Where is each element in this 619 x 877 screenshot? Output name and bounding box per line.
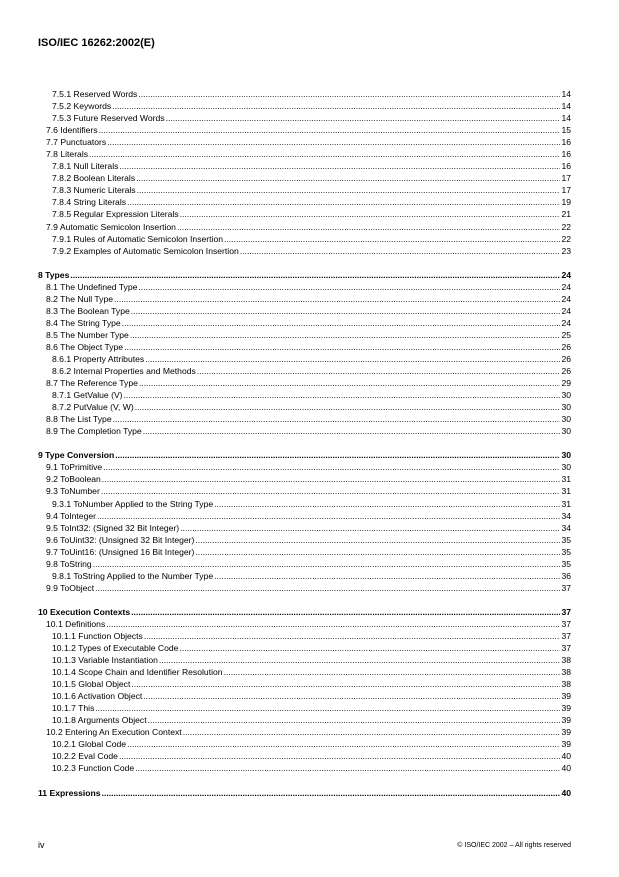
toc-entry[interactable] bbox=[38, 136, 571, 148]
toc-entry-title: 10.1.5 Global Object bbox=[52, 679, 131, 690]
toc-entry-page: 39 bbox=[561, 715, 571, 726]
toc-entry-page: 26 bbox=[561, 353, 571, 364]
toc-entry[interactable] bbox=[38, 690, 571, 702]
toc-leader-dots bbox=[119, 750, 561, 762]
toc-entry-page: 37 bbox=[561, 606, 571, 617]
toc-entry-title: 7.6 Identifiers bbox=[46, 125, 98, 136]
toc-entry[interactable] bbox=[38, 498, 571, 510]
toc-entry-page: 40 bbox=[561, 787, 571, 798]
toc-leader-dots bbox=[114, 293, 560, 305]
toc-leader-dots bbox=[93, 558, 561, 570]
toc-entry-title: 10.1.2 Types of Executable Code bbox=[52, 643, 179, 654]
toc-entry[interactable] bbox=[38, 750, 571, 762]
toc-leader-dots bbox=[89, 148, 560, 160]
toc-entry-title: 8.7 The Reference Type bbox=[46, 378, 138, 389]
toc-leader-dots bbox=[180, 208, 561, 220]
toc-entry[interactable] bbox=[38, 630, 571, 642]
toc-entry-page: 22 bbox=[561, 233, 571, 244]
toc-entry[interactable] bbox=[38, 184, 571, 196]
footer-copyright: © ISO/IEC 2002 – All rights reserved bbox=[457, 842, 571, 849]
toc-entry-page: 30 bbox=[561, 450, 571, 461]
toc-entry-title: 8.6 The Object Type bbox=[46, 341, 124, 352]
toc-leader-dots bbox=[131, 678, 560, 690]
toc-entry-page: 34 bbox=[561, 522, 571, 533]
toc-entry-page: 35 bbox=[561, 558, 571, 569]
toc-leader-dots bbox=[144, 630, 561, 642]
toc-entry-page: 38 bbox=[561, 679, 571, 690]
toc-entry[interactable] bbox=[38, 172, 571, 184]
toc-entry[interactable] bbox=[38, 88, 571, 100]
toc-entry-page: 16 bbox=[561, 149, 571, 160]
toc-entry-title: 8.3 The Boolean Type bbox=[46, 305, 130, 316]
toc-leader-dots bbox=[130, 329, 561, 341]
footer-page-number: iv bbox=[38, 840, 45, 850]
toc-leader-dots bbox=[131, 305, 561, 317]
toc-leader-dots bbox=[122, 317, 561, 329]
toc-entry-page: 21 bbox=[561, 209, 571, 220]
toc-leader-dots bbox=[166, 112, 561, 124]
toc-entry[interactable] bbox=[38, 666, 571, 678]
toc-entry-title: 7.9 Automatic Semicolon Insertion bbox=[46, 221, 176, 232]
toc-chapter-entry[interactable] bbox=[38, 787, 571, 799]
toc-leader-dots bbox=[214, 570, 560, 582]
toc-entry[interactable] bbox=[38, 558, 571, 570]
toc-entry-page: 30 bbox=[561, 402, 571, 413]
toc-entry-page: 22 bbox=[561, 221, 571, 232]
toc-entry-page: 35 bbox=[561, 546, 571, 557]
toc-entry-page: 39 bbox=[561, 727, 571, 738]
toc-leader-dots bbox=[136, 172, 560, 184]
toc-entry-title: 10.2.3 Function Code bbox=[52, 763, 135, 774]
toc-entry-page: 31 bbox=[561, 474, 571, 485]
toc-entry-title: 7.8 Literals bbox=[46, 149, 89, 160]
toc-leader-dots bbox=[124, 341, 560, 353]
toc-entry[interactable] bbox=[38, 389, 571, 401]
toc-leader-dots bbox=[127, 738, 560, 750]
toc-entry[interactable] bbox=[38, 473, 571, 485]
toc-entry-title: 9.2 ToBoolean bbox=[46, 474, 101, 485]
toc-leader-dots bbox=[159, 654, 561, 666]
toc-entry-page: 40 bbox=[561, 763, 571, 774]
toc-leader-dots bbox=[197, 365, 561, 377]
toc-leader-dots bbox=[195, 546, 560, 558]
toc-entry-page: 24 bbox=[561, 269, 571, 280]
table-of-contents bbox=[38, 88, 571, 799]
toc-entry[interactable] bbox=[38, 245, 571, 257]
toc-entry-page: 24 bbox=[561, 317, 571, 328]
toc-entry-page: 26 bbox=[561, 341, 571, 352]
toc-entry-title: 9.3.1 ToNumber Applied to the String Type bbox=[52, 498, 214, 509]
toc-entry[interactable] bbox=[38, 413, 571, 425]
toc-section-gap bbox=[38, 437, 571, 449]
toc-entry-title: 7.5.1 Reserved Words bbox=[52, 89, 138, 99]
toc-entry[interactable] bbox=[38, 233, 571, 245]
toc-leader-dots bbox=[138, 88, 560, 100]
toc-entry-title: 10.2 Entering An Execution Context bbox=[46, 727, 182, 738]
toc-entry[interactable] bbox=[38, 401, 571, 413]
toc-entry-title: 7.8.5 Regular Expression Literals bbox=[52, 209, 179, 220]
toc-section-gap bbox=[38, 594, 571, 606]
toc-entry[interactable] bbox=[38, 726, 571, 738]
toc-entry-page: 37 bbox=[561, 618, 571, 629]
toc-leader-dots bbox=[148, 714, 561, 726]
toc-entry-title: 9.8.1 ToString Applied to the Number Type bbox=[52, 570, 214, 581]
toc-leader-dots bbox=[115, 449, 560, 461]
toc-entry-title: 10 Execution Contexts bbox=[38, 606, 131, 617]
toc-entry[interactable] bbox=[38, 522, 571, 534]
toc-leader-dots bbox=[103, 461, 560, 473]
toc-leader-dots bbox=[143, 425, 561, 437]
toc-entry[interactable] bbox=[38, 582, 571, 594]
toc-entry-title: 7.8.3 Numeric Literals bbox=[52, 185, 136, 196]
toc-leader-dots bbox=[107, 136, 560, 148]
toc-entry[interactable] bbox=[38, 738, 571, 750]
toc-leader-dots bbox=[124, 389, 561, 401]
toc-section-gap bbox=[38, 775, 571, 787]
toc-leader-dots bbox=[113, 413, 561, 425]
toc-entry[interactable] bbox=[38, 618, 571, 630]
toc-entry[interactable] bbox=[38, 100, 571, 112]
toc-entry-page: 29 bbox=[561, 378, 571, 389]
toc-entry-page: 37 bbox=[561, 643, 571, 654]
toc-entry-page: 25 bbox=[561, 329, 571, 340]
toc-entry[interactable] bbox=[38, 534, 571, 546]
toc-entry[interactable] bbox=[38, 305, 571, 317]
toc-entry-title: 8 Types bbox=[38, 269, 70, 280]
toc-leader-dots bbox=[135, 401, 561, 413]
toc-leader-dots bbox=[139, 377, 561, 389]
toc-leader-dots bbox=[95, 702, 560, 714]
toc-entry[interactable] bbox=[38, 702, 571, 714]
toc-entry-title: 9.8 ToString bbox=[46, 558, 92, 569]
toc-chapter-entry[interactable] bbox=[38, 269, 571, 281]
toc-entry[interactable] bbox=[38, 112, 571, 124]
toc-leader-dots bbox=[179, 642, 560, 654]
toc-leader-dots bbox=[95, 582, 560, 594]
toc-leader-dots bbox=[112, 100, 560, 112]
toc-entry-page: 39 bbox=[561, 691, 571, 702]
toc-entry[interactable] bbox=[38, 221, 571, 233]
toc-entry-page: 17 bbox=[561, 173, 571, 184]
toc-section-gap bbox=[38, 257, 571, 269]
toc-entry-page: 24 bbox=[561, 305, 571, 316]
toc-entry-title: 9.7 ToUint16: (Unsigned 16 Bit Integer) bbox=[46, 546, 195, 557]
toc-entry-page: 36 bbox=[561, 570, 571, 581]
toc-entry-title: 10.1.3 Variable Instantiation bbox=[52, 655, 158, 666]
toc-leader-dots bbox=[145, 353, 560, 365]
toc-entry[interactable] bbox=[38, 341, 571, 353]
toc-entry-page: 16 bbox=[561, 137, 571, 148]
toc-entry-page: 37 bbox=[561, 582, 571, 593]
toc-entry-page: 14 bbox=[561, 113, 571, 124]
toc-entry-title: 8.7.1 GetValue (V) bbox=[52, 390, 123, 401]
toc-entry-title: 9.9 ToObject bbox=[46, 582, 95, 593]
toc-entry-page: 31 bbox=[561, 486, 571, 497]
toc-entry[interactable] bbox=[38, 461, 571, 473]
toc-entry-title: 7.8.2 Boolean Literals bbox=[52, 173, 136, 184]
toc-leader-dots bbox=[240, 245, 561, 257]
toc-entry-title: 9.6 ToUint32: (Unsigned 32 Bit Integer) bbox=[46, 534, 195, 545]
toc-entry-page: 35 bbox=[561, 534, 571, 545]
toc-entry-title: 8.6.1 Property Attributes bbox=[52, 353, 145, 364]
toc-entry[interactable] bbox=[38, 124, 571, 136]
toc-leader-dots bbox=[127, 196, 560, 208]
document-header: ISO/IEC 16262:2002(E) bbox=[38, 37, 155, 49]
toc-entry-page: 24 bbox=[561, 281, 571, 292]
toc-entry-title: 7.5.2 Keywords bbox=[52, 101, 112, 112]
toc-entry[interactable] bbox=[38, 196, 571, 208]
toc-entry-title: 9.4 ToInteger bbox=[46, 510, 97, 521]
toc-entry[interactable] bbox=[38, 148, 571, 160]
toc-entry-title: 10.1.7 This bbox=[52, 703, 95, 714]
toc-entry-title: 8.5 The Number Type bbox=[46, 329, 129, 340]
toc-entry[interactable] bbox=[38, 485, 571, 497]
toc-entry-title: 8.4 The String Type bbox=[46, 317, 121, 328]
toc-entry-page: 24 bbox=[561, 293, 571, 304]
toc-entry[interactable] bbox=[38, 762, 571, 774]
toc-entry-page: 15 bbox=[561, 125, 571, 136]
toc-entry-page: 26 bbox=[561, 366, 571, 377]
toc-entry-title: 8.1 The Undefined Type bbox=[46, 281, 138, 292]
toc-leader-dots bbox=[97, 510, 560, 522]
toc-entry-title: 10.1.8 Arguments Object bbox=[52, 715, 147, 726]
toc-entry-title: 7.8.4 String Literals bbox=[52, 197, 127, 208]
toc-leader-dots bbox=[106, 618, 560, 630]
toc-entry-page: 39 bbox=[561, 703, 571, 714]
toc-leader-dots bbox=[180, 522, 560, 534]
toc-entry[interactable] bbox=[38, 570, 571, 582]
toc-entry-title: 7.9.1 Rules of Automatic Semicolon Insertion bbox=[52, 233, 224, 244]
toc-entry-title: 7.7 Punctuators bbox=[46, 137, 107, 148]
toc-entry[interactable] bbox=[38, 642, 571, 654]
toc-leader-dots bbox=[224, 666, 561, 678]
toc-entry-title: 8.8 The List Type bbox=[46, 414, 112, 425]
toc-entry[interactable] bbox=[38, 425, 571, 437]
toc-entry[interactable] bbox=[38, 353, 571, 365]
toc-entry[interactable] bbox=[38, 160, 571, 172]
toc-leader-dots bbox=[131, 606, 560, 618]
toc-entry-title: 7.8.1 Null Literals bbox=[52, 161, 119, 172]
toc-entry-title: 8.9 The Completion Type bbox=[46, 426, 142, 437]
toc-entry-page: 14 bbox=[561, 101, 571, 112]
toc-entry-title: 7.5.3 Future Reserved Words bbox=[52, 113, 165, 124]
toc-entry[interactable] bbox=[38, 365, 571, 377]
toc-leader-dots bbox=[177, 221, 561, 233]
toc-entry-title: 10.1 Definitions bbox=[46, 618, 106, 629]
toc-entry-page: 38 bbox=[561, 667, 571, 678]
toc-leader-dots bbox=[102, 473, 561, 485]
toc-entry[interactable] bbox=[38, 329, 571, 341]
toc-entry-title: 9.5 ToInt32: (Signed 32 Bit Integer) bbox=[46, 522, 180, 533]
toc-leader-dots bbox=[137, 184, 561, 196]
toc-entry-page: 30 bbox=[561, 390, 571, 401]
toc-entry-page: 23 bbox=[561, 245, 571, 256]
toc-entry[interactable] bbox=[38, 293, 571, 305]
toc-entry-page: 30 bbox=[561, 462, 571, 473]
toc-leader-dots bbox=[214, 498, 560, 510]
toc-entry-title: 8.6.2 Internal Properties and Methods bbox=[52, 366, 196, 377]
toc-leader-dots bbox=[135, 762, 560, 774]
toc-entry-title: 8.7.2 PutValue (V, W) bbox=[52, 402, 134, 413]
toc-entry[interactable] bbox=[38, 654, 571, 666]
toc-entry[interactable] bbox=[38, 714, 571, 726]
toc-entry-page: 19 bbox=[561, 197, 571, 208]
toc-leader-dots bbox=[102, 787, 561, 799]
toc-chapter-entry[interactable] bbox=[38, 449, 571, 461]
toc-leader-dots bbox=[70, 269, 560, 281]
toc-entry-page: 38 bbox=[561, 655, 571, 666]
toc-entry-title: 7.9.2 Examples of Automatic Semicolon Insertion bbox=[52, 245, 239, 256]
toc-entry-title: 10.1.1 Function Objects bbox=[52, 630, 143, 641]
toc-entry-page: 16 bbox=[561, 161, 571, 172]
toc-entry[interactable] bbox=[38, 377, 571, 389]
toc-leader-dots bbox=[224, 233, 560, 245]
toc-leader-dots bbox=[99, 124, 561, 136]
toc-entry-title: 9.3 ToNumber bbox=[46, 486, 100, 497]
toc-entry-title: 11 Expressions bbox=[38, 787, 101, 798]
toc-leader-dots bbox=[183, 726, 561, 738]
toc-leader-dots bbox=[195, 534, 560, 546]
toc-entry-title: 9 Type Conversion bbox=[38, 450, 115, 461]
toc-entry-title: 10.2.1 Global Code bbox=[52, 739, 127, 750]
toc-entry-title: 9.1 ToPrimitive bbox=[46, 462, 103, 473]
toc-leader-dots bbox=[119, 160, 560, 172]
toc-entry[interactable] bbox=[38, 317, 571, 329]
toc-leader-dots bbox=[101, 485, 561, 497]
toc-entry-page: 34 bbox=[561, 510, 571, 521]
toc-entry-page: 31 bbox=[561, 498, 571, 509]
toc-leader-dots bbox=[138, 281, 560, 293]
toc-entry[interactable] bbox=[38, 281, 571, 293]
toc-chapter-entry[interactable] bbox=[38, 606, 571, 618]
toc-entry-page: 14 bbox=[561, 89, 571, 99]
toc-entry-title: 10.2.2 Eval Code bbox=[52, 751, 118, 762]
toc-entry-title: 10.1.6 Activation Object bbox=[52, 691, 143, 702]
toc-entry-title: 8.2 The Null Type bbox=[46, 293, 114, 304]
toc-leader-dots bbox=[143, 690, 560, 702]
toc-entry-title: 10.1.4 Scope Chain and Identifier Resolution bbox=[52, 667, 223, 678]
toc-entry[interactable] bbox=[38, 208, 571, 220]
toc-entry-page: 40 bbox=[561, 751, 571, 762]
toc-entry[interactable] bbox=[38, 546, 571, 558]
toc-entry[interactable] bbox=[38, 510, 571, 522]
toc-entry-page: 30 bbox=[561, 414, 571, 425]
toc-entry-page: 39 bbox=[561, 739, 571, 750]
toc-entry-page: 30 bbox=[561, 426, 571, 437]
toc-entry-page: 17 bbox=[561, 185, 571, 196]
toc-entry[interactable] bbox=[38, 678, 571, 690]
toc-entry-page: 37 bbox=[561, 630, 571, 641]
